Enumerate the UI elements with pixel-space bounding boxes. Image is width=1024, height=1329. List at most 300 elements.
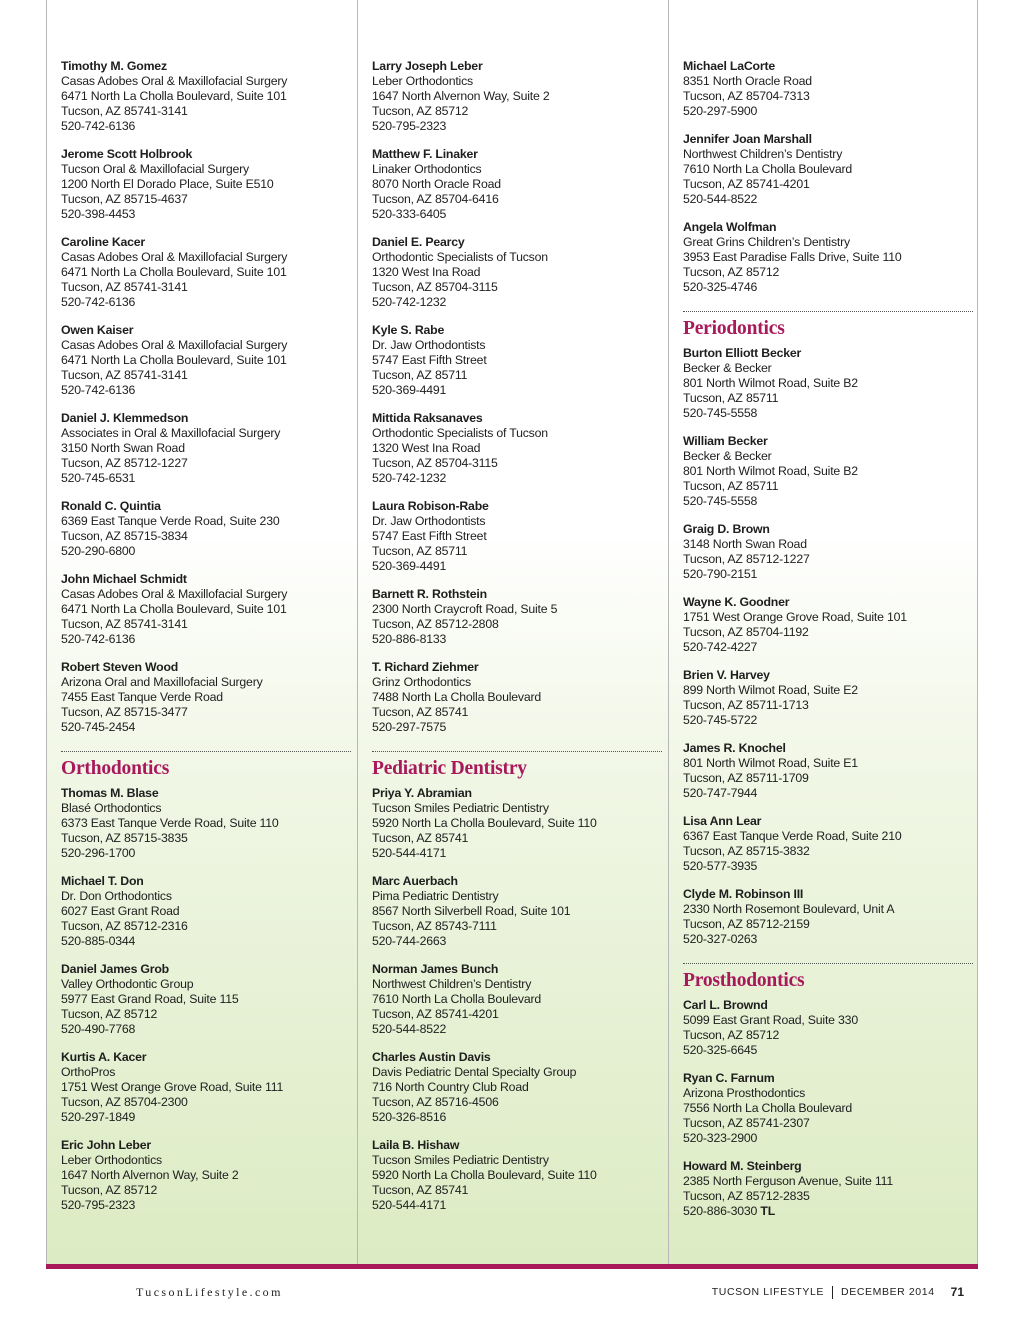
listing-line	[61, 338, 351, 353]
listing-line	[61, 831, 351, 846]
listing-line-text: Tucson, AZ 85715-3477	[61, 705, 188, 719]
listing-line	[61, 1198, 351, 1213]
listing-line-text: Tucson, AZ 85712	[61, 1183, 158, 1197]
dentist-listing	[683, 132, 973, 207]
listing-line	[683, 494, 973, 509]
listing-line	[372, 1095, 662, 1110]
listing-line-text: Tucson, AZ 85741-2307	[683, 1116, 810, 1130]
dentist-listing	[372, 323, 662, 398]
listing-line-text: Tucson, AZ 85704-6416	[372, 192, 499, 206]
dentist-listing	[372, 59, 662, 134]
listing-line	[683, 932, 973, 947]
listing-line	[61, 889, 351, 904]
listing-line	[372, 544, 662, 559]
listing-line-text: Leber Orthodontics	[61, 1153, 162, 1167]
dentist-name: Robert Steven Wood	[61, 660, 179, 674]
listing-line	[683, 376, 973, 391]
dentist-listing	[372, 1050, 662, 1125]
listing-line	[61, 544, 351, 559]
listing-line-text: 520-745-2454	[61, 720, 136, 734]
listing-line	[683, 162, 973, 177]
listing-line-text: 520-795-2323	[61, 1198, 136, 1212]
listing-line	[61, 977, 351, 992]
listing-line-text: Tucson, AZ 85711-1709	[683, 771, 809, 785]
listing-line	[61, 632, 351, 647]
dentist-name: Brien V. Harvey	[683, 668, 770, 682]
listing-line	[683, 771, 973, 786]
dentist-name: Michael T. Don	[61, 874, 144, 888]
listing-line	[372, 353, 662, 368]
listing-line-text: 7556 North La Cholla Boulevard	[683, 1101, 853, 1115]
listing-line-text: Tucson, AZ 85712-1227	[61, 456, 188, 470]
listing-line-text: 520-742-1232	[372, 471, 447, 485]
listing-line-text: 6471 North La Cholla Boulevard, Suite 101	[61, 89, 287, 103]
dentist-name: Wayne K. Goodner	[683, 595, 790, 609]
listing-line-text: Becker & Becker	[683, 361, 772, 375]
listing-line	[61, 846, 351, 861]
listing-line	[683, 1043, 973, 1058]
dentist-listing	[61, 1050, 351, 1125]
dentist-listing	[683, 346, 973, 421]
listing-line	[372, 934, 662, 949]
listing-line-text: Dr. Jaw Orthodontists	[372, 338, 486, 352]
listing-line-text: Linaker Orthodontics	[372, 162, 482, 176]
listing-line	[372, 368, 662, 383]
listing-line-text: Tucson, AZ 85704-3115	[372, 456, 498, 470]
listing-line-text: Leber Orthodontics	[372, 74, 473, 88]
listing-line-text: 6471 North La Cholla Boulevard, Suite 101	[61, 353, 287, 367]
listing-line-text: 5747 East Fifth Street	[372, 529, 487, 543]
listing-line	[61, 617, 351, 632]
listing-line-text: Orthodontic Specialists of Tucson	[372, 250, 548, 264]
listing-line-text: Tucson Smiles Pediatric Dentistry	[372, 1153, 549, 1167]
listing-line-text: 5920 North La Cholla Boulevard, Suite 110	[372, 816, 597, 830]
dentist-name: Priya Y. Abramian	[372, 786, 472, 800]
listing-line-text: 520-745-6531	[61, 471, 136, 485]
listing-line-text: 520-290-6800	[61, 544, 136, 558]
listing-line-text: 520-795-2323	[372, 119, 447, 133]
listing-line-text: 2385 North Ferguson Avenue, Suite 111	[683, 1174, 893, 1188]
listing-line	[61, 587, 351, 602]
listing-line-text: 3150 North Swan Road	[61, 441, 185, 455]
listing-line-text: Tucson, AZ 85712-2316	[61, 919, 188, 933]
listing-line-text: 7455 East Tanque Verde Road	[61, 690, 223, 704]
directory-column-1	[61, 59, 351, 1226]
listing-line	[61, 295, 351, 310]
section-title: Pediatric Dentistry	[372, 758, 527, 779]
listing-line	[683, 1013, 973, 1028]
dentist-listing	[372, 235, 662, 310]
listing-line-text: 520-297-7575	[372, 720, 447, 734]
dentist-listing	[61, 786, 351, 861]
dentist-name: Timothy M. Gomez	[61, 59, 167, 73]
listing-line	[61, 514, 351, 529]
dentist-name: Thomas M. Blase	[61, 786, 159, 800]
listing-line-text: 6471 North La Cholla Boulevard, Suite 101	[61, 265, 287, 279]
listing-line	[372, 456, 662, 471]
listing-line	[372, 441, 662, 456]
listing-line	[61, 602, 351, 617]
listing-line	[683, 192, 973, 207]
listing-line	[372, 705, 662, 720]
dentist-listing	[683, 595, 973, 655]
listing-line-text: Tucson, AZ 85715-3835	[61, 831, 188, 845]
listing-line-text: 520-296-1700	[61, 846, 136, 860]
listing-line-text: Tucson, AZ 85712	[372, 104, 469, 118]
listing-line	[61, 74, 351, 89]
listing-line	[372, 816, 662, 831]
listing-line-text: 520-745-5558	[683, 406, 758, 420]
listing-line-text: 1200 North El Dorado Place, Suite E510	[61, 177, 274, 191]
listing-line-text: 520-742-6136	[61, 119, 136, 133]
listing-line-text: 520-885-0344	[61, 934, 136, 948]
listing-line	[372, 889, 662, 904]
listing-line-text: Tucson, AZ 85741-3141	[61, 280, 188, 294]
listing-line-text: Tucson, AZ 85704-2300	[61, 1095, 188, 1109]
directory-column-3	[683, 59, 973, 1232]
listing-line-text: Casas Adobes Oral & Maxillofacial Surgery	[61, 587, 288, 601]
listing-line-text: 6373 East Tanque Verde Road, Suite 110	[61, 816, 279, 830]
listing-line	[372, 632, 662, 647]
listing-line	[683, 829, 973, 844]
dentist-listing	[683, 522, 973, 582]
listing-line-text: Northwest Children’s Dentistry	[683, 147, 843, 161]
listing-line	[61, 104, 351, 119]
listing-line-text: 520-544-4171	[372, 1198, 447, 1212]
dentist-listing	[683, 887, 973, 947]
dentist-listing	[61, 411, 351, 486]
dentist-listing	[61, 59, 351, 134]
listing-line-text: Tucson, AZ 85704-7313	[683, 89, 810, 103]
listing-line-text: 1647 North Alvernon Way, Suite 2	[372, 89, 550, 103]
listing-line-text: 5920 North La Cholla Boulevard, Suite 110	[372, 1168, 597, 1182]
listing-line	[61, 801, 351, 816]
dentist-name: Graig D. Brown	[683, 522, 770, 536]
listing-line-text: Tucson, AZ 85716-4506	[372, 1095, 499, 1109]
listing-line-text: 520-790-2151	[683, 567, 758, 581]
listing-line-text: 520-369-4491	[372, 383, 447, 397]
dentist-name: Norman James Bunch	[372, 962, 499, 976]
listing-line-text: 3953 East Paradise Falls Drive, Suite 110	[683, 250, 902, 264]
listing-line	[61, 353, 351, 368]
listing-line	[683, 1131, 973, 1146]
listing-line-text: 520-327-0263	[683, 932, 758, 946]
dentist-name: Owen Kaiser	[61, 323, 134, 337]
listing-line	[683, 859, 973, 874]
dentist-listing	[372, 874, 662, 949]
dentist-name: Jennifer Joan Marshall	[683, 132, 812, 146]
listing-line-text: 520-323-2900	[683, 1131, 758, 1145]
listing-line-text: 520-398-4453	[61, 207, 136, 221]
listing-line	[372, 1153, 662, 1168]
section-header	[61, 751, 351, 782]
dentist-name: Burton Elliott Becker	[683, 346, 802, 360]
listing-line-text: Davis Pediatric Dental Specialty Group	[372, 1065, 577, 1079]
dentist-name: Ryan C. Farnum	[683, 1071, 775, 1085]
listing-line	[683, 640, 973, 655]
listing-line-text: 7610 North La Cholla Boulevard	[372, 992, 542, 1006]
listing-line	[372, 1065, 662, 1080]
listing-line	[61, 119, 351, 134]
listing-line	[372, 207, 662, 222]
listing-line	[372, 280, 662, 295]
listing-line	[61, 471, 351, 486]
listing-line-text: 520-490-7768	[61, 1022, 136, 1036]
dentist-listing	[61, 323, 351, 398]
listing-line-text: 7610 North La Cholla Boulevard	[683, 162, 853, 176]
listing-line-text: 1320 West Ina Road	[372, 441, 481, 455]
dentist-name: Carl L. Brownd	[683, 998, 768, 1012]
listing-line-text: 520-742-4227	[683, 640, 758, 654]
listing-line-text: 899 North Wilmot Road, Suite E2	[683, 683, 858, 697]
listing-line	[683, 844, 973, 859]
listing-line	[61, 192, 351, 207]
listing-line	[61, 456, 351, 471]
dentist-name: Lisa Ann Lear	[683, 814, 762, 828]
listing-line	[61, 904, 351, 919]
listing-line-text: 801 North Wilmot Road, Suite B2	[683, 464, 858, 478]
page-number: 71	[950, 1285, 964, 1299]
folio-divider	[832, 1286, 833, 1299]
listing-line	[683, 1174, 973, 1189]
listing-line-text: Valley Orthodontic Group	[61, 977, 194, 991]
listing-line	[61, 1153, 351, 1168]
listing-line	[683, 1028, 973, 1043]
listing-line	[683, 235, 973, 250]
listing-line-text: Tucson, AZ 85715-3832	[683, 844, 810, 858]
listing-line-text: Grinz Orthodontics	[372, 675, 471, 689]
listing-line	[61, 177, 351, 192]
listing-line-text: 7488 North La Cholla Boulevard	[372, 690, 542, 704]
listing-line	[372, 720, 662, 735]
listing-line	[61, 250, 351, 265]
listing-line-text: 520-745-5558	[683, 494, 758, 508]
listing-line	[61, 207, 351, 222]
listing-line	[683, 625, 973, 640]
listing-line	[683, 74, 973, 89]
listing-line	[372, 831, 662, 846]
end-mark: TL	[760, 1204, 776, 1218]
dentist-listing	[683, 1159, 973, 1219]
listing-line-text: Great Grins Children’s Dentistry	[683, 235, 850, 249]
footer-magazine-name: TUCSON LIFESTYLE	[711, 1286, 825, 1298]
listing-line-text: 520-333-6405	[372, 207, 447, 221]
dentist-listing	[683, 668, 973, 728]
listing-line	[61, 1007, 351, 1022]
dentist-listing	[372, 411, 662, 486]
listing-line-text: Tucson, AZ 85741-3141	[61, 617, 188, 631]
dentist-name: Angela Wolfman	[683, 220, 777, 234]
listing-line-text: 3148 North Swan Road	[683, 537, 807, 551]
listing-line-text: 520-297-5900	[683, 104, 758, 118]
dentist-name: Howard M. Steinberg	[683, 1159, 802, 1173]
listing-line	[61, 383, 351, 398]
listing-line	[372, 383, 662, 398]
listing-line-text: 6367 East Tanque Verde Road, Suite 210	[683, 829, 902, 843]
listing-line	[61, 934, 351, 949]
listing-line	[372, 1080, 662, 1095]
dentist-listing	[61, 874, 351, 949]
listing-line-text: 716 North Country Club Road	[372, 1080, 529, 1094]
footer-website: TucsonLifestyle.com	[136, 1285, 283, 1299]
dentist-listing	[61, 572, 351, 647]
listing-line-text: Casas Adobes Oral & Maxillofacial Surgery	[61, 74, 288, 88]
listing-line	[61, 1080, 351, 1095]
listing-line-text: Northwest Children’s Dentistry	[372, 977, 532, 991]
listing-line-text: 520-886-3030	[683, 1204, 758, 1218]
listing-line	[372, 904, 662, 919]
listing-line-text: Orthodontic Specialists of Tucson	[372, 426, 548, 440]
listing-line-text: 2330 North Rosemont Boulevard, Unit A	[683, 902, 895, 916]
dentist-listing	[61, 962, 351, 1037]
listing-line	[372, 1198, 662, 1213]
listing-line	[372, 192, 662, 207]
dentist-name: Kurtis A. Kacer	[61, 1050, 147, 1064]
dentist-listing	[372, 786, 662, 861]
dentist-name: Marc Auerbach	[372, 874, 458, 888]
listing-line-text: 6471 North La Cholla Boulevard, Suite 101	[61, 602, 287, 616]
listing-line-text: 520-544-4171	[372, 846, 447, 860]
listing-line-text: 520-747-7944	[683, 786, 758, 800]
section-header	[683, 963, 973, 994]
listing-line	[61, 705, 351, 720]
listing-line	[683, 756, 973, 771]
listing-line-text: Associates in Oral & Maxillofacial Surgery	[61, 426, 281, 440]
dentist-name: Laura Robison-Rabe	[372, 499, 489, 513]
dentist-listing	[61, 147, 351, 222]
listing-line	[683, 537, 973, 552]
dentist-listing	[61, 235, 351, 310]
dentist-listing	[61, 1138, 351, 1213]
listing-line	[683, 464, 973, 479]
listing-line-text: 5099 East Grant Road, Suite 330	[683, 1013, 858, 1027]
listing-line-text: Tucson Smiles Pediatric Dentistry	[372, 801, 549, 815]
listing-line-text: 520-544-8522	[372, 1022, 447, 1036]
listing-line-text: Tucson, AZ 85741-4201	[683, 177, 810, 191]
column-divider	[668, 0, 669, 1265]
listing-line-text: Becker & Becker	[683, 449, 772, 463]
listing-line	[372, 1168, 662, 1183]
listing-line	[372, 514, 662, 529]
dentist-name: Charles Austin Davis	[372, 1050, 491, 1064]
listing-line-text: 801 North Wilmot Road, Suite B2	[683, 376, 858, 390]
listing-line	[683, 698, 973, 713]
listing-line	[61, 89, 351, 104]
listing-line	[372, 919, 662, 934]
listing-line	[683, 1116, 973, 1131]
listing-line	[683, 917, 973, 932]
section-header	[372, 751, 662, 782]
listing-line-text: Tucson, AZ 85741	[372, 705, 469, 719]
listing-line	[372, 1110, 662, 1125]
listing-line-text: Arizona Oral and Maxillofacial Surgery	[61, 675, 263, 689]
listing-line-text: 8070 North Oracle Road	[372, 177, 501, 191]
listing-line-text: Tucson, AZ 85712-2835	[683, 1189, 810, 1203]
listing-line-text: OrthoPros	[61, 1065, 116, 1079]
dentist-listing	[372, 147, 662, 222]
listing-line	[61, 426, 351, 441]
listing-line-text: 520-369-4491	[372, 559, 447, 573]
listing-line	[372, 801, 662, 816]
column-divider	[357, 0, 358, 1265]
listing-line-text: Dr. Don Orthodontics	[61, 889, 172, 903]
folio	[712, 1285, 964, 1299]
listing-line	[683, 552, 973, 567]
listing-line-text: 520-325-6645	[683, 1043, 758, 1057]
listing-line	[372, 1007, 662, 1022]
listing-line-text: Tucson, AZ 85711	[372, 368, 468, 382]
listing-line	[372, 104, 662, 119]
dentist-listing	[372, 587, 662, 647]
listing-line-text: Arizona Prosthodontics	[683, 1086, 806, 1100]
dentist-name: Daniel J. Klemmedson	[61, 411, 189, 425]
listing-line	[372, 602, 662, 617]
dentist-listing	[372, 962, 662, 1037]
listing-line	[61, 280, 351, 295]
section-title: Periodontics	[683, 318, 785, 339]
listing-line	[61, 1168, 351, 1183]
section-header	[683, 311, 973, 342]
dentist-listing	[683, 59, 973, 119]
listing-line	[372, 338, 662, 353]
listing-line	[683, 1086, 973, 1101]
listing-line	[61, 368, 351, 383]
listing-line	[61, 992, 351, 1007]
listing-line	[61, 162, 351, 177]
listing-line-text: Tucson, AZ 85704-1192	[683, 625, 809, 639]
dentist-listing	[683, 434, 973, 509]
dentist-listing	[372, 1138, 662, 1213]
listing-line	[372, 74, 662, 89]
listing-line-text: Tucson, AZ 85711	[683, 391, 779, 405]
listing-line-text: 1751 West Orange Grove Road, Suite 111	[61, 1080, 284, 1094]
listing-line	[372, 426, 662, 441]
listing-line	[683, 713, 973, 728]
dentist-name: Eric John Leber	[61, 1138, 151, 1152]
listing-line	[683, 280, 973, 295]
listing-line-text: 520-742-6136	[61, 295, 136, 309]
dentist-name: James R. Knochel	[683, 741, 786, 755]
listing-line	[61, 1022, 351, 1037]
dentist-listing	[61, 499, 351, 559]
listing-line	[683, 89, 973, 104]
listing-line-text: Tucson, AZ 85711-1713	[683, 698, 809, 712]
listing-line	[61, 816, 351, 831]
listing-line	[683, 567, 973, 582]
listing-line-text: Tucson, AZ 85741	[372, 831, 469, 845]
listing-line	[372, 250, 662, 265]
listing-line-text: Pima Pediatric Dentistry	[372, 889, 499, 903]
listing-line-text: Tucson, AZ 85711	[683, 479, 779, 493]
listing-line-text: 1320 West Ina Road	[372, 265, 481, 279]
listing-line-text: 1647 North Alvernon Way, Suite 2	[61, 1168, 239, 1182]
dentist-name: Caroline Kacer	[61, 235, 145, 249]
listing-line-text: 520-744-2663	[372, 934, 447, 948]
listing-line	[372, 177, 662, 192]
listing-line-text: 520-325-4746	[683, 280, 758, 294]
listing-line-text: 520-886-8133	[372, 632, 447, 646]
listing-line	[61, 1183, 351, 1198]
dentist-listing	[372, 660, 662, 735]
listing-line	[683, 361, 973, 376]
listing-line	[61, 265, 351, 280]
listing-line-text: Tucson, AZ 85712-2808	[372, 617, 499, 631]
listing-line-text: Casas Adobes Oral & Maxillofacial Surgery	[61, 250, 288, 264]
listing-line	[61, 441, 351, 456]
listing-line-text: 520-297-1849	[61, 1110, 136, 1124]
listing-line	[683, 683, 973, 698]
dentist-name: John Michael Schmidt	[61, 572, 187, 586]
